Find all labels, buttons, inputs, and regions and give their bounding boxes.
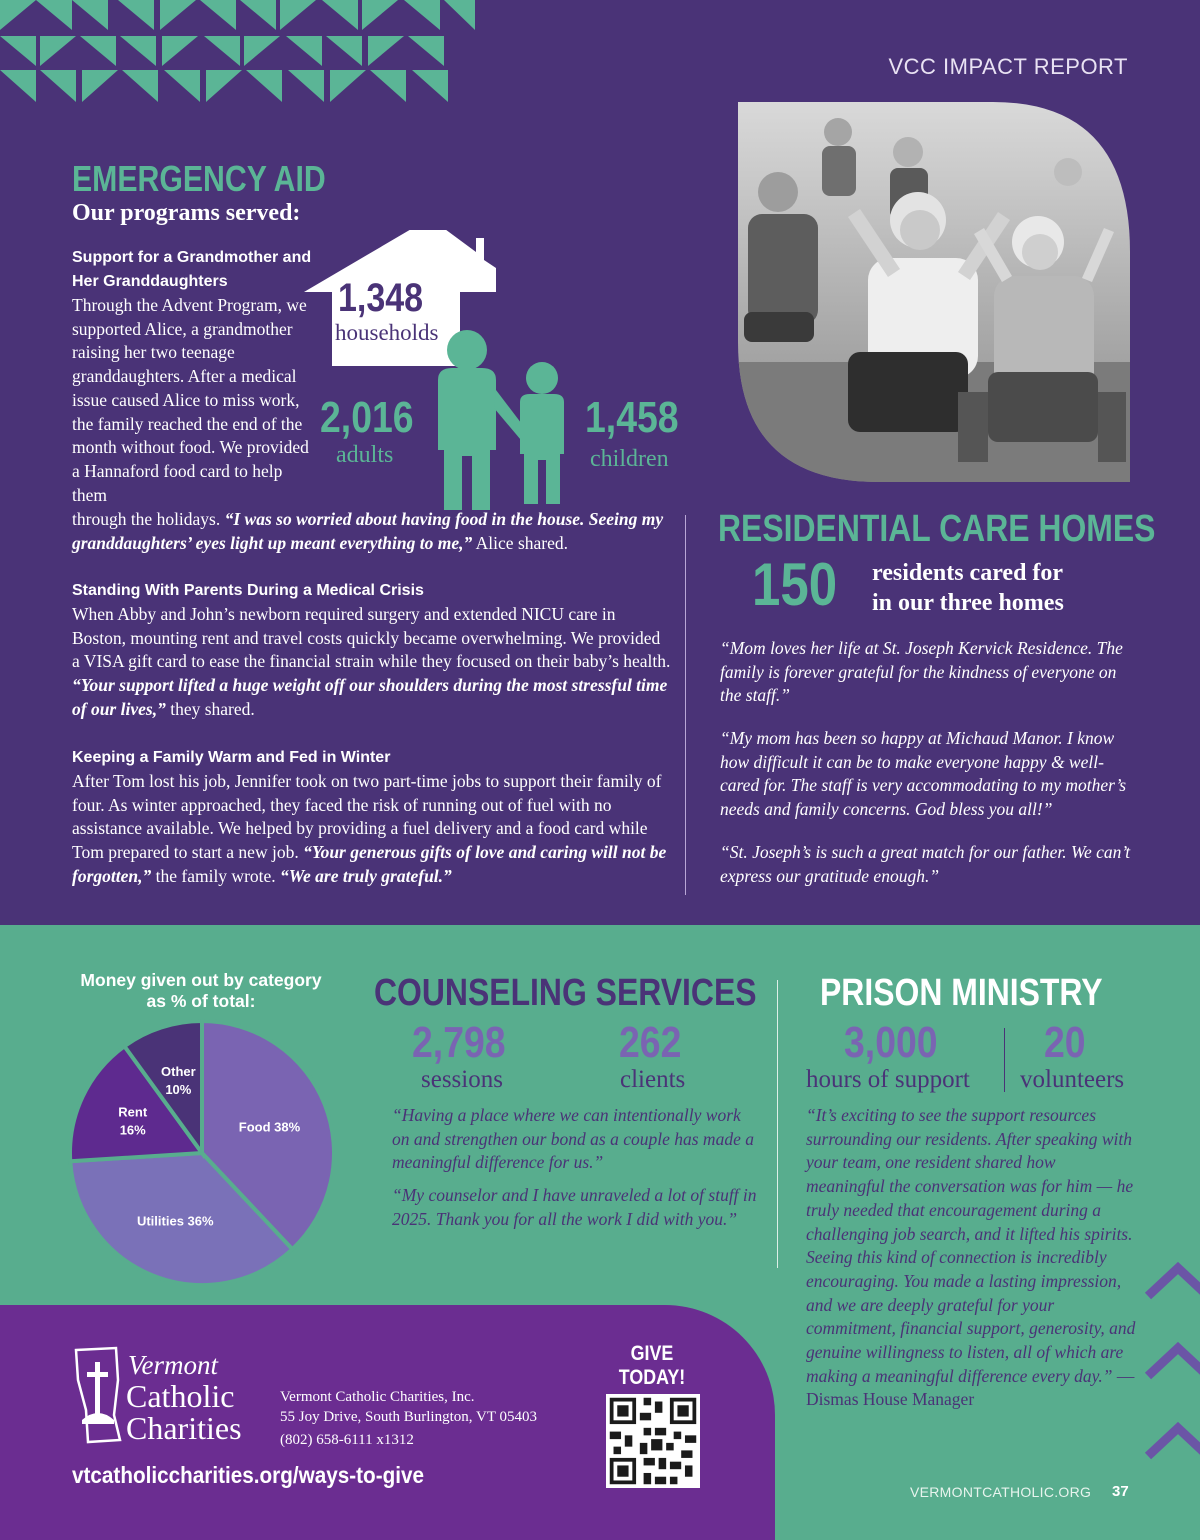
story3-text: After Tom lost his job, Jennifer took on two part-time jobs to support their family of four. As winter approached, they faced the risk of running out of fuel with no assistance available. We helped by providing a fuel delivery and a food card while Tom prepared to start a new job. [72, 771, 662, 863]
residents-photo [738, 102, 1130, 482]
children-label: children [590, 446, 669, 472]
residential-quote-2: “My mom has been so happy at Michaud Manor. I know how difficult it can be to make everyone happy & well-cared for. The staff is very accommodating to my mother’s needs and family concerns. God bless you all!” [720, 728, 1127, 820]
prison-quote-text: “It’s exciting to see the support resources surrounding our residents. After speaking with your team, one resident shared how meaningful the conversation was for him — he truly needed that encouragement during a challenging job search, and it lifted his spirits. Seeing this kind of connection is incredibly encouraging. You made a lasting impression, and we are deeply grateful for your commitment, financial support, generosity, and genuine willingness to listen, all of which are making a meaningful difference every day.” [806, 1105, 1136, 1386]
org-address: 55 Joy Drive, South Burlington, VT 05403 [280, 1409, 537, 1425]
story3-heading: Keeping a Family Warm and Fed in Winter [72, 749, 391, 766]
volunteers-value: 20 [1044, 1018, 1086, 1067]
residents-label-line1: residents cared for [872, 560, 1064, 586]
prison-ministry-quote [806, 1104, 1136, 1412]
residents-label [872, 558, 1064, 618]
pie-label-utilities: Utilities 36% [136, 1213, 214, 1229]
clients-label: clients [620, 1066, 686, 1093]
hours-label: hours of support [806, 1066, 970, 1093]
pie-label-food: Food 38% [238, 1119, 301, 1135]
emergency-aid-title: EMERGENCY AID [72, 158, 326, 199]
chevron-up-icon [1140, 1250, 1200, 1470]
residents-value: 150 [752, 551, 838, 618]
stat-divider [1004, 1028, 1005, 1092]
footer-website[interactable]: VERMONTCATHOLIC.ORG [910, 1484, 1092, 1500]
residential-quote-1: “Mom loves her life at St. Joseph Kervick Residence. The family is forever grateful for the kindness of everyone on the staff.” [720, 638, 1123, 706]
hours-value: 3,000 [844, 1018, 938, 1067]
story1-attrib: Alice shared. [475, 532, 568, 553]
qr-code-icon[interactable] [606, 1394, 700, 1488]
pie-chart [60, 1015, 345, 1285]
story2-text: When Abby and John’s newborn required surgery and extended NICU care in Boston, mounting rent and travel costs quickly became overwhelming. We provided a VISA gift card to ease the financial strain while they focused on their baby’s health. [72, 604, 671, 672]
give-today-label: GIVE TODAY! [618, 1342, 686, 1389]
story1-body: Through the Advent Program, we supported Alice, a grandmother raising her two teenage granddaughters. After a medical issue caused Alice to miss work, the family reached the end of the month without food. We provided a Hannaford food card to help them [72, 295, 309, 505]
report-label: VCC IMPACT REPORT [888, 54, 1128, 79]
counseling-title: COUNSELING SERVICES [374, 972, 757, 1014]
story3-quote1: “Your generous gifts of love and caring will not be forgotten,” [72, 842, 667, 886]
pie-label-rent: Rent 16% [118, 1104, 148, 1138]
residential-quote-3: “St. Joseph’s is such a great match for our father. We can’t express our gratitude enough.” [720, 842, 1131, 886]
clients-value: 262 [619, 1018, 682, 1067]
section-divider [685, 515, 686, 895]
section-divider [777, 980, 778, 1268]
children-value: 1,458 [585, 393, 679, 442]
story3-quote2: “We are truly grateful.” [280, 865, 452, 886]
volunteers-label: volunteers [1020, 1066, 1125, 1093]
pie-chart-title: Money given out by category as % of total: [80, 970, 322, 1011]
org-name: Vermont Catholic Charities, Inc. [280, 1389, 475, 1405]
story1-quote: “I was so worried about having food in the house. Seeing my granddaughters’ eyes light up meant everything to me,” [72, 509, 664, 553]
counseling-quote-1: “Having a place where we can intentionally work on and strengthen our bond as a couple has made a meaningful difference for us.” [392, 1105, 754, 1173]
story3-body [72, 770, 672, 889]
households-value: 1,348 [338, 276, 424, 320]
prison-ministry-title: PRISON MINISTRY [820, 972, 1103, 1014]
residents-label-line2: in our three homes [872, 590, 1064, 616]
story1-tail [72, 508, 672, 555]
sessions-value: 2,798 [412, 1018, 506, 1067]
emergency-aid-subtitle: Our programs served: [72, 200, 301, 226]
story2-heading: Standing With Parents During a Medical Crisis [72, 582, 424, 599]
residential-care-title: RESIDENTIAL CARE HOMES [718, 508, 1156, 550]
story2-quote: “Your support lifted a huge weight off our shoulders during the most stressful time of our lives,” [72, 675, 668, 719]
logo-charities-text: Charities [126, 1410, 242, 1446]
adults-value: 2,016 [320, 393, 414, 442]
story1-tail-plain: through the holidays. [72, 509, 221, 529]
households-label: households [335, 320, 439, 345]
page-number: 37 [1112, 1483, 1129, 1500]
story2-body [72, 603, 672, 722]
story3-attrib: the family wrote. [155, 865, 276, 886]
give-link[interactable]: vtcatholiccharities.org/ways-to-give [72, 1462, 425, 1488]
logo-catholic-text: Catholic [126, 1378, 235, 1414]
pie-label-other: Other 10% [161, 1064, 196, 1098]
decorative-triangle-pattern [0, 0, 475, 102]
logo-vermont-text: Vermont [128, 1350, 218, 1380]
sessions-label: sessions [421, 1066, 503, 1093]
org-phone[interactable]: (802) 658-6111 x1312 [280, 1432, 414, 1448]
adults-label: adults [336, 442, 394, 468]
story2-attrib: they shared. [170, 698, 255, 719]
story1-heading: Support for a Grandmother and Her Granddaughters [72, 249, 312, 290]
prison-quote-attrib: — Dismas House Manager [806, 1365, 1135, 1410]
counseling-quote-2: “My counselor and I have unraveled a lot of stuff in 2025. Thank you for all the work I did with you.” [392, 1185, 757, 1229]
